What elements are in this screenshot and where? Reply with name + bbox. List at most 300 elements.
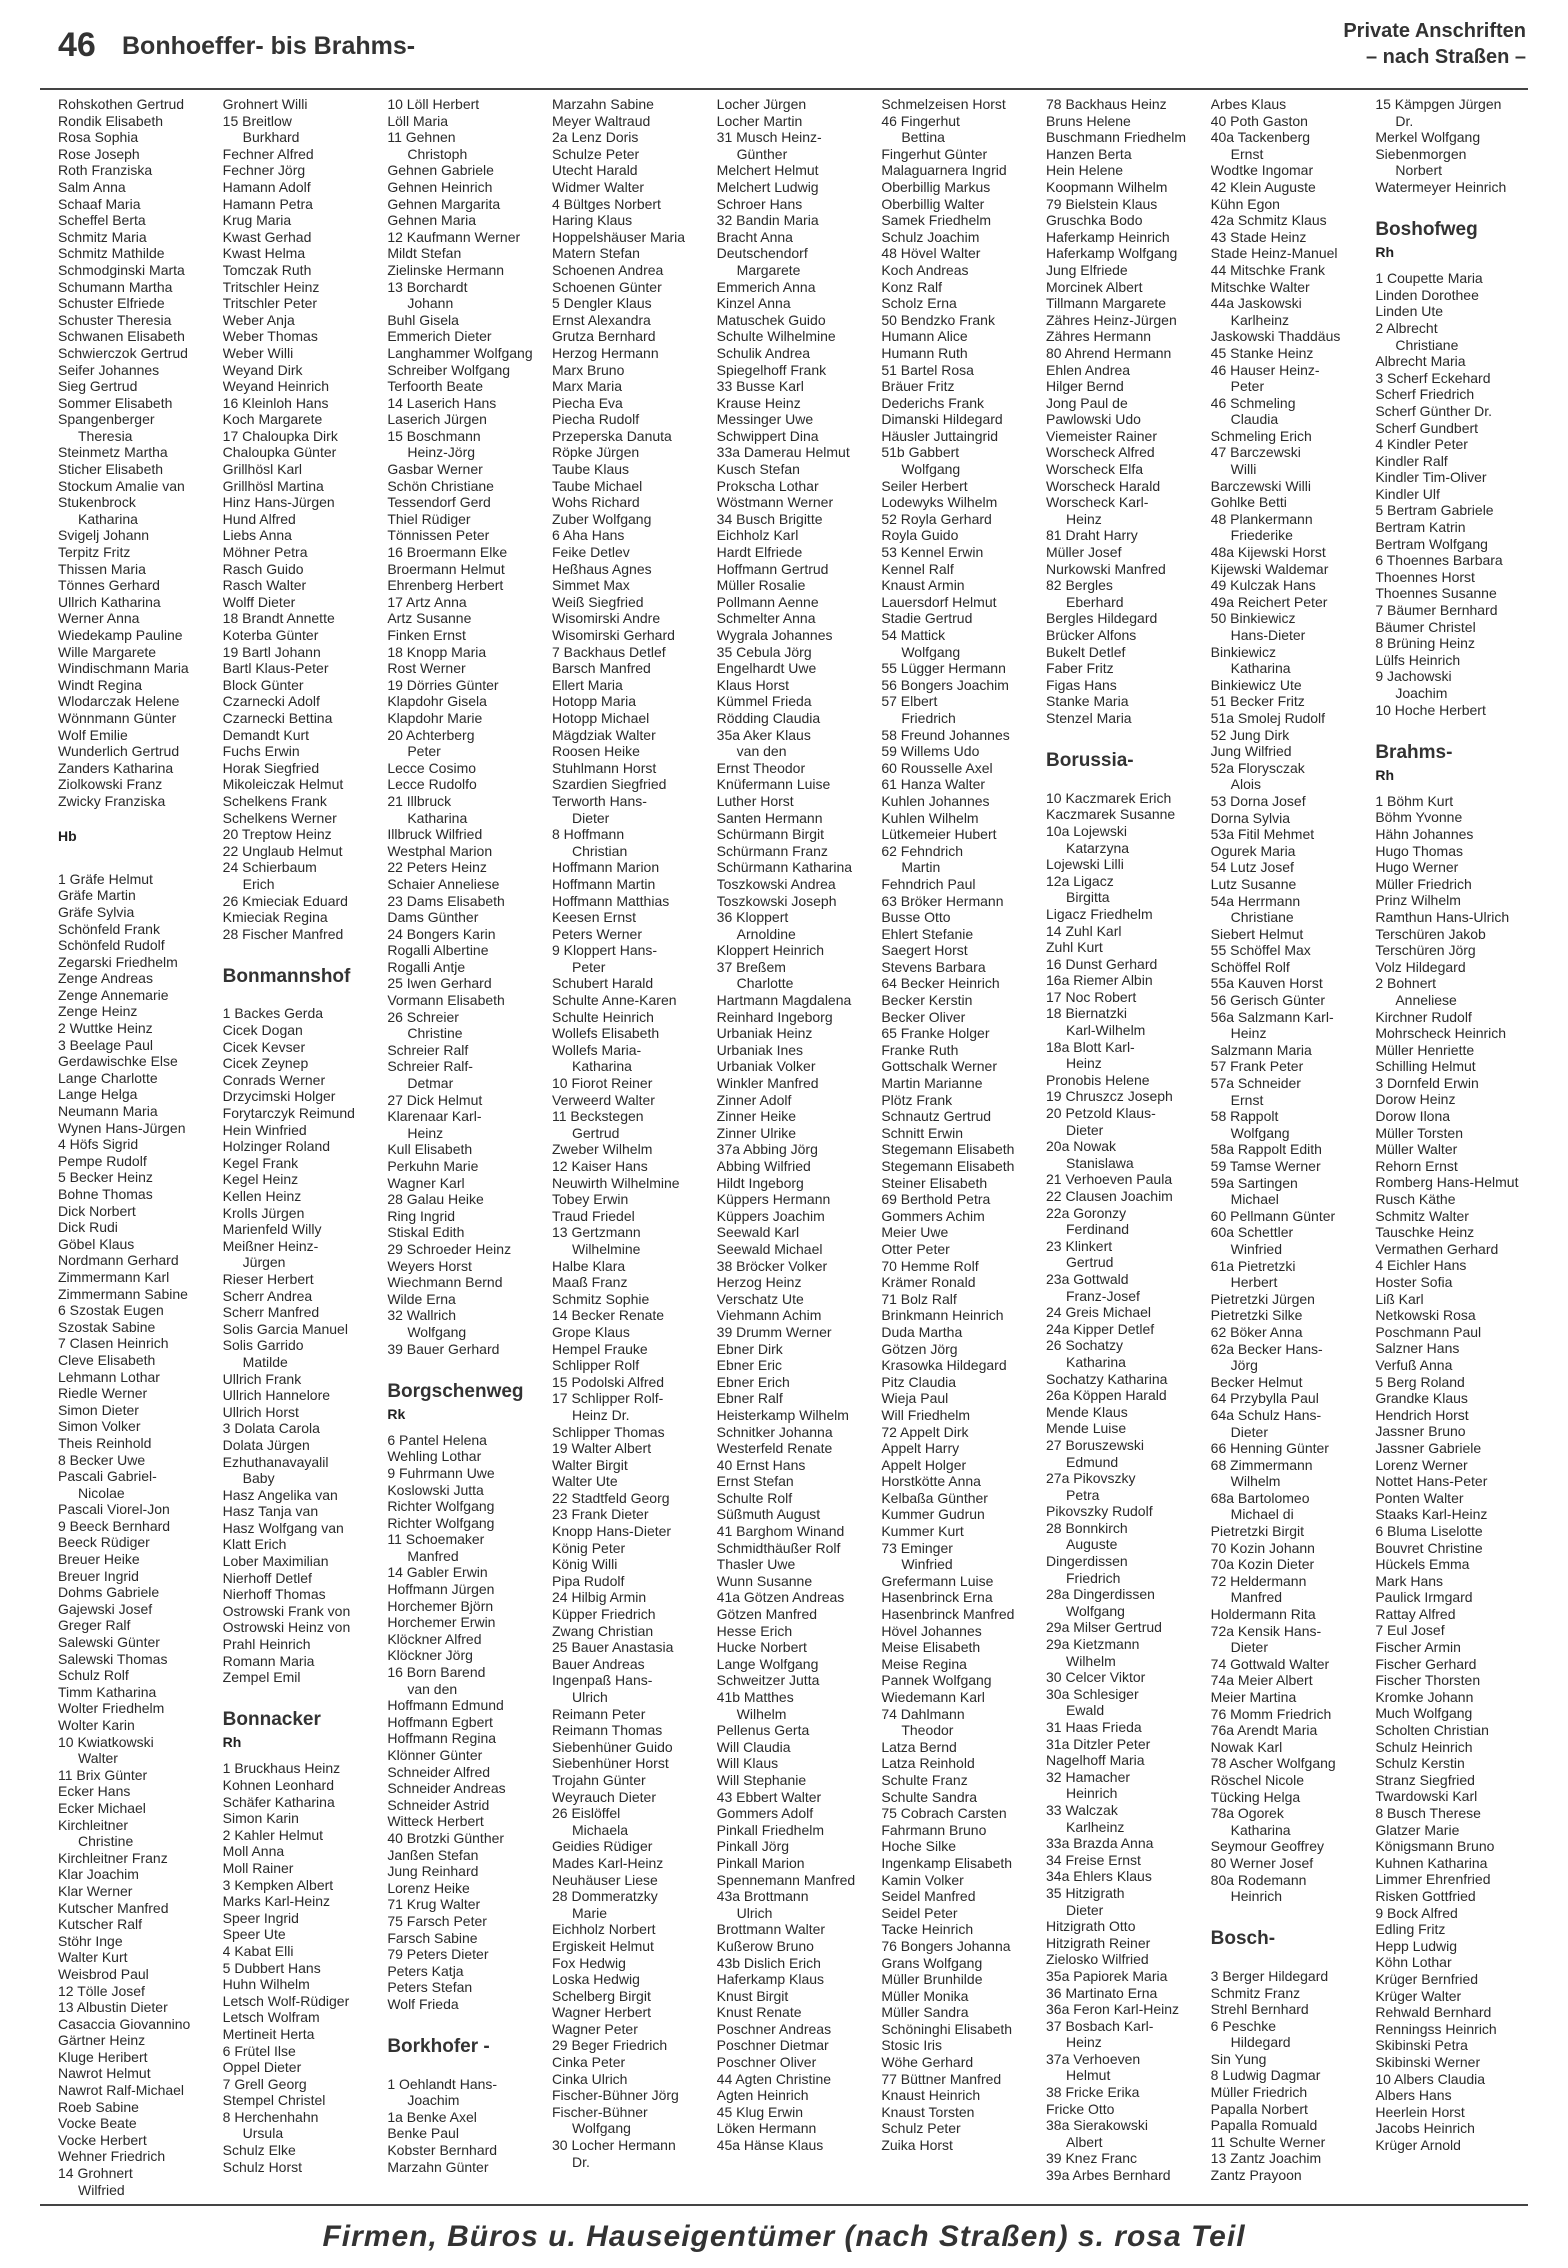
resident-entry: Zwicky Franziska: [58, 792, 166, 809]
resident-entry: 47 Barczewski: [1210, 444, 1301, 461]
resident-entry: Spangenberger: [58, 411, 155, 428]
resident-entry: Hoffmann Gertrud: [716, 560, 829, 577]
resident-entry: Papalla Romuald: [1210, 2117, 1318, 2134]
resident-entry: Wygrala Johannes: [716, 627, 833, 643]
resident-entry: Koopmann Wilhelm: [1046, 178, 1168, 195]
resident-entry: Scholten Christian: [1375, 1722, 1489, 1739]
street-heading: Bonnacker: [222, 1709, 321, 1731]
resident-entry: Schulz Rolf: [58, 1667, 129, 1684]
resident-entry: Liebs Anna: [222, 527, 292, 544]
resident-entry: Heßhaus Agnes: [552, 560, 652, 577]
resident-entry: 54 Mattick: [881, 627, 946, 643]
spacer: [223, 989, 376, 1006]
resident-entry: Rehorn Ernst: [1375, 1157, 1458, 1174]
resident-entry: 28 Bonnkirch: [1046, 1519, 1128, 1536]
resident-entry: Rost Werner: [387, 660, 466, 677]
entry-continuation: Wolfgang: [901, 643, 961, 660]
resident-entry: Simon Dieter: [58, 1401, 139, 1418]
resident-entry: Neuwirth Wilhelmine: [552, 1174, 680, 1191]
resident-entry: Rasch Guido: [222, 560, 304, 577]
resident-entry: 62 Böker Anna: [1210, 1323, 1303, 1340]
resident-entry: 1a Benke Axel: [387, 2108, 477, 2125]
resident-entry: Pietretzki Birgit: [1210, 1523, 1305, 1540]
resident-entry: Zuber Wolfgang: [552, 510, 652, 527]
street-heading: Borkhofer -: [387, 2036, 490, 2058]
resident-entry: Hein Helene: [1046, 162, 1124, 179]
resident-entry: Grans Wolfgang: [881, 1954, 983, 1971]
spacer: [1375, 196, 1528, 213]
entry-continuation: Wolfgang: [407, 1323, 467, 1340]
resident-entry: 6 Pantel Helena: [387, 1431, 487, 1448]
resident-entry: Dorna Sylvia: [1210, 809, 1291, 826]
resident-entry: 36 Martinato Erna: [1046, 1984, 1158, 2001]
resident-entry: Szostak Sabine: [58, 1318, 156, 1335]
resident-entry: 4 Kindler Peter: [1375, 436, 1468, 453]
resident-entry: 2 Wuttke Heinz: [58, 1020, 153, 1037]
resident-entry: Knust Birgit: [716, 1987, 789, 2004]
resident-entry: Scherf Friedrich: [1375, 386, 1475, 403]
resident-entry: Marzahn Günter: [387, 2158, 489, 2175]
resident-entry: 50 Binkiewicz: [1210, 610, 1296, 627]
resident-entry: Dorow Ilona: [1375, 1108, 1451, 1125]
resident-entry: 3 Berger Hildegard: [1210, 1967, 1329, 1984]
resident-entry: Lange Helga: [58, 1086, 138, 1103]
entry-continuation: Martin: [901, 859, 941, 876]
resident-entry: 8 Ludwig Dagmar: [1210, 2067, 1321, 2084]
resident-entry: 26 Sochatzy: [1046, 1337, 1124, 1354]
resident-entry: Dolata Jürgen: [222, 1436, 310, 1453]
resident-entry: Herzog Heinz: [716, 1274, 802, 1291]
resident-entry: Ponten Walter: [1375, 1489, 1464, 1506]
resident-entry: 37 Bosbach Karl-: [1046, 2017, 1154, 2034]
resident-entry: Tomczak Ruth: [222, 261, 312, 278]
resident-entry: Vermathen Gerhard: [1375, 1240, 1499, 1257]
resident-entry: 31 Musch Heinz-: [716, 129, 822, 146]
resident-entry: Marx Maria: [552, 378, 623, 395]
resident-entry: Schnautz Gertrud: [881, 1108, 992, 1125]
resident-entry: 22 Stadtfeld Georg: [552, 1489, 670, 1506]
resident-entry: Hein Winfried: [222, 1121, 307, 1138]
resident-entry: 49 Kulczak Hans: [1210, 577, 1316, 594]
resident-entry: Viemeister Rainer: [1046, 427, 1158, 444]
resident-entry: Salm Anna: [58, 178, 126, 195]
resident-entry: Rusch Käthe: [1375, 1191, 1456, 1208]
resident-entry: Seidel Manfred: [881, 1888, 976, 1905]
resident-entry: Romann Maria: [222, 1652, 315, 1669]
spacer: [223, 942, 376, 959]
resident-entry: 43 Ebbert Walter: [716, 1788, 822, 1805]
resident-entry: Tacke Heinrich: [881, 1921, 974, 1938]
resident-entry: Knaust Heinrich: [881, 2087, 981, 2104]
resident-entry: 56a Salzmann Karl-: [1210, 1008, 1334, 1025]
resident-entry: Möhner Petra: [222, 544, 308, 561]
resident-entry: Zielosko Wilfried: [1046, 1951, 1149, 1968]
resident-entry: Salewski Thomas: [58, 1650, 168, 1667]
entry-continuation: Eberhard: [1066, 593, 1124, 610]
resident-entry: 8 Becker Uwe: [58, 1451, 146, 1468]
resident-entry: Faber Fritz: [1046, 660, 1114, 677]
resident-entry: Schuster Theresia: [58, 311, 172, 328]
resident-entry: Poschner Dietmar: [716, 2037, 829, 2054]
resident-entry: Wöstmann Werner: [716, 494, 834, 511]
resident-entry: 73 Eminger: [881, 1539, 953, 1556]
resident-entry: Wolf Emilie: [58, 726, 128, 743]
resident-entry: Matern Stefan: [552, 245, 640, 262]
entry-continuation: Peter: [572, 958, 606, 975]
resident-entry: Horchemer Erwin: [387, 1614, 496, 1631]
resident-entry: 68 Zimmermann: [1210, 1456, 1313, 1473]
resident-entry: Schuster Elfriede: [58, 295, 165, 312]
resident-entry: 9 Jachowski: [1375, 668, 1452, 685]
resident-entry: Pietretzki Jürgen: [1210, 1290, 1315, 1307]
resident-entry: Eichholz Norbert: [552, 1921, 656, 1938]
resident-entry: Malaguarnera Ingrid: [881, 162, 1007, 179]
resident-entry: 60a Schettler: [1210, 1224, 1294, 1241]
resident-entry: Ezhuthanavayalil: [222, 1453, 329, 1470]
resident-entry: Peters Katja: [387, 1962, 464, 1979]
resident-entry: Hähn Johannes: [1375, 825, 1474, 842]
resident-entry: Schön Christiane: [387, 477, 494, 494]
resident-entry: Maaß Franz: [552, 1274, 628, 1291]
resident-entry: Knaust Armin: [881, 577, 965, 594]
resident-entry: Kelbaßa Günther: [881, 1489, 988, 1506]
resident-entry: 24 Hilbig Armin: [552, 1589, 647, 1606]
resident-entry: Schnitker Johanna: [716, 1423, 833, 1440]
resident-entry: 20 Treptow Heinz: [222, 826, 332, 843]
resident-entry: 20 Petzold Klaus-: [1046, 1105, 1156, 1122]
resident-entry: Zähres Heinz-Jürgen: [1046, 311, 1177, 328]
resident-entry: Kummer Gudrun: [881, 1506, 985, 1523]
resident-entry: Zinner Adolf: [716, 1091, 792, 1108]
resident-entry: Königsmann Bruno: [1375, 1838, 1495, 1855]
resident-entry: Ebner Eric: [716, 1357, 783, 1374]
resident-entry: 6 Peschke: [1210, 2017, 1277, 2034]
entry-continuation: Johann: [407, 295, 454, 312]
resident-entry: Loska Hedwig: [552, 1971, 640, 1988]
resident-entry: Steiner Elisabeth: [881, 1174, 988, 1191]
resident-entry: Conrads Werner: [222, 1071, 326, 1088]
resident-entry: Rehwald Bernhard: [1375, 2004, 1492, 2021]
resident-entry: Tritschler Peter: [222, 295, 318, 312]
resident-entry: 3 Kempken Albert: [222, 1876, 334, 1893]
resident-entry: Thasler Uwe: [716, 1556, 796, 1573]
resident-entry: Schmodginski Marta: [58, 261, 185, 278]
resident-entry: Stadie Gertrud: [881, 610, 973, 627]
resident-entry: Rogalli Albertine: [387, 942, 489, 959]
resident-entry: Ullrich Horst: [222, 1403, 299, 1420]
resident-entry: Linden Dorothee: [1375, 286, 1479, 303]
resident-entry: 51b Gabbert: [881, 444, 960, 461]
resident-entry: Ogurek Maria: [1210, 842, 1296, 859]
resident-entry: Kohnen Leonhard: [222, 1777, 334, 1793]
resident-entry: Tritschler Heinz: [222, 278, 320, 295]
resident-entry: 24 Schierbaum: [222, 859, 317, 876]
resident-entry: Zenge Andreas: [58, 970, 153, 987]
resident-entry: Lehmann Lothar: [58, 1368, 160, 1385]
resident-entry: Hamann Petra: [222, 195, 313, 212]
resident-entry: Latza Reinhold: [881, 1755, 975, 1772]
resident-entry: Marzahn Sabine: [552, 96, 654, 112]
resident-entry: 19 Dörries Günter: [387, 676, 499, 693]
resident-entry: 8 Herchenhahn: [222, 2108, 319, 2125]
resident-entry: Worscheck Karl-: [1046, 494, 1149, 511]
resident-entry: Stuhlmann Horst: [552, 759, 657, 776]
resident-entry: 58a Rappolt Edith: [1210, 1141, 1322, 1158]
resident-entry: 10 Albers Claudia: [1375, 2070, 1486, 2087]
resident-entry: Linden Ute: [1375, 303, 1444, 320]
entry-continuation: Dieter: [1230, 1423, 1269, 1440]
resident-entry: Matuschek Guido: [716, 311, 826, 328]
entry-continuation: Detmar: [407, 1075, 454, 1092]
resident-entry: Kijewski Waldemar: [1210, 560, 1329, 577]
resident-entry: Ebner Erich: [716, 1373, 790, 1390]
resident-entry: Fechner Jörg: [222, 162, 306, 179]
resident-entry: 25 Bauer Anastasia: [552, 1639, 674, 1656]
resident-entry: 14 Becker Renate: [552, 1307, 665, 1324]
entry-continuation: Jürgen: [242, 1254, 286, 1271]
resident-entry: 59a Sartingen: [1210, 1174, 1298, 1191]
spacer: [387, 1357, 540, 1374]
resident-entry: Kwast Gerhad: [222, 228, 312, 245]
resident-entry: Konz Ralf: [881, 278, 943, 295]
resident-entry: Hilger Bernd: [1046, 378, 1124, 395]
resident-entry: Wehner Friedrich: [58, 2148, 166, 2165]
resident-entry: Lange Wolfgang: [716, 1655, 819, 1672]
resident-entry: 28 Galau Heike: [387, 1191, 484, 1208]
resident-entry: 18a Blott Karl-: [1046, 1038, 1135, 1055]
resident-entry: Twardowski Karl: [1375, 1788, 1478, 1805]
resident-entry: Zantz Prayoon: [1210, 2167, 1302, 2184]
resident-entry: 13 Gertzmann: [552, 1224, 641, 1241]
resident-entry: Hotopp Michael: [552, 709, 650, 726]
resident-entry: 51a Smolej Rudolf: [1210, 709, 1326, 726]
resident-entry: Ergiskeit Helmut: [552, 1937, 654, 1954]
resident-entry: Terfoorth Beate: [387, 378, 484, 395]
entry-continuation: Friedrich: [1066, 1569, 1121, 1586]
resident-entry: Tönnes Gerhard: [58, 577, 160, 594]
resident-entry: 55 Schöffel Max: [1210, 942, 1311, 959]
resident-entry: 23 Klinkert: [1046, 1237, 1113, 1254]
resident-entry: Schmidthäußer Rolf: [716, 1539, 841, 1556]
resident-entry: Seiler Herbert: [881, 477, 968, 494]
resident-entry: Kegel Heinz: [222, 1171, 299, 1188]
resident-entry: Emmerich Anna: [716, 278, 816, 295]
resident-entry: Royla Guido: [881, 527, 959, 544]
resident-entry: Siebenmorgen: [1375, 145, 1467, 162]
resident-entry: Krause Heinz: [716, 394, 801, 411]
resident-entry: Bäumer Christel: [1375, 618, 1476, 635]
resident-entry: Forytarczyk Reimund: [222, 1105, 355, 1122]
resident-entry: Pinkall Friedhelm: [716, 1821, 825, 1838]
resident-entry: Schmitz Sophie: [552, 1290, 650, 1307]
resident-entry: 14 Gabler Erwin: [387, 1564, 488, 1581]
resident-entry: 62a Becker Hans-: [1210, 1340, 1323, 1357]
resident-entry: Holdermann Rita: [1210, 1606, 1316, 1623]
resident-entry: 14 Laserich Hans: [387, 394, 497, 411]
entry-continuation: Joachim: [1395, 685, 1448, 701]
resident-entry: Fahrmann Bruno: [881, 1821, 987, 1838]
resident-entry: Ingenkamp Elisabeth: [881, 1854, 1013, 1871]
resident-entry: Kegel Frank: [222, 1154, 299, 1171]
entry-continuation: Karl-Wilhelm: [1066, 1022, 1146, 1039]
resident-entry: Rosa Sophia: [58, 129, 139, 146]
resident-entry: Mertineit Herta: [222, 2025, 315, 2042]
resident-entry: Hasz Tanja van: [222, 1503, 319, 1520]
resident-entry: 7 Grell Georg: [222, 2075, 307, 2092]
resident-entry: Poschmann Paul: [1375, 1323, 1482, 1340]
resident-entry: Schulte Sandra: [881, 1788, 978, 1805]
resident-entry: Steinmetz Martha: [58, 444, 168, 461]
resident-entry: Dingerdissen: [1046, 1553, 1128, 1570]
resident-entry: Renningss Heinrich: [1375, 2020, 1497, 2037]
resident-entry: Hesse Erich: [716, 1622, 793, 1639]
resident-entry: Saegert Horst: [881, 942, 968, 959]
resident-entry: Hoffmann Jürgen: [387, 1581, 495, 1598]
resident-entry: 19 Walter Albert: [552, 1440, 652, 1457]
resident-entry: Bouvret Christine: [1375, 1539, 1483, 1556]
entry-continuation: Wilhelmine: [572, 1240, 641, 1257]
resident-entry: 76 Momm Friedrich: [1210, 1705, 1332, 1722]
resident-entry: 10a Lojewski: [1046, 822, 1127, 839]
resident-entry: Hoffmann Martin: [552, 875, 656, 892]
resident-entry: Ernst Theodor: [716, 759, 806, 776]
resident-entry: Grohnert Willi: [222, 96, 308, 112]
resident-entry: Mende Klaus: [1046, 1403, 1128, 1420]
resident-entry: Wiedekamp Pauline: [58, 627, 183, 643]
resident-entry: Kümmel Frieda: [716, 693, 812, 710]
resident-entry: 1 Bruckhaus Heinz: [222, 1760, 341, 1777]
resident-entry: 40 Brotzki Günther: [387, 1829, 505, 1846]
resident-entry: 16 Kleinloh Hans: [222, 394, 329, 411]
resident-entry: 35a Papiorek Maria: [1046, 1967, 1168, 1984]
resident-entry: Wohs Richard: [552, 494, 640, 511]
resident-entry: Wunderlich Gertrud: [58, 743, 180, 760]
resident-entry: Hövel Johannes: [881, 1622, 982, 1639]
section-label: [1343, 18, 1526, 70]
resident-entry: Schürmann Katharina: [716, 859, 853, 876]
resident-entry: Klapdohr Marie: [387, 709, 483, 726]
resident-entry: Fischer-Bühner Jörg: [552, 2087, 679, 2104]
resident-entry: Reinhard Ingeborg: [716, 1008, 833, 1025]
resident-entry: Klaus Horst: [716, 676, 790, 693]
resident-entry: 61a Pietretzki: [1210, 1257, 1296, 1274]
resident-entry: Schöninghi Elisabeth: [881, 2020, 1013, 2037]
resident-entry: 20 Achterberg: [387, 726, 475, 743]
resident-entry: 39a Arbes Bernhard: [1046, 2167, 1171, 2184]
resident-entry: Terworth Hans-: [552, 792, 647, 809]
street-heading: Bosch-: [1210, 1928, 1276, 1950]
resident-entry: Tönnissen Peter: [387, 527, 490, 544]
resident-entry: 58 Rappolt: [1210, 1108, 1279, 1125]
resident-entry: Jung Elfriede: [1046, 261, 1128, 278]
resident-entry: Reimann Peter: [552, 1705, 646, 1722]
resident-entry: Nordmann Gerhard: [58, 1252, 179, 1269]
resident-entry: Gottschalk Werner: [881, 1058, 997, 1075]
resident-entry: Becker Oliver: [881, 1008, 966, 1025]
resident-entry: Laserich Jürgen: [387, 411, 487, 428]
resident-entry: Schwierczok Gertrud: [58, 344, 188, 361]
resident-entry: 39 Drumm Werner: [716, 1323, 832, 1340]
spacer: [223, 1686, 376, 1703]
resident-entry: Horak Siegfried: [222, 759, 320, 776]
resident-entry: Gasbar Werner: [387, 461, 483, 478]
resident-entry: Toszkowski Andrea: [716, 875, 836, 892]
resident-entry: Wille Margarete: [58, 643, 157, 660]
resident-entry: Horchemer Björn: [387, 1597, 494, 1614]
resident-entry: Dederichs Frank: [881, 394, 985, 411]
resident-entry: Toszkowski Joseph: [716, 892, 837, 909]
resident-entry: Walter Kurt: [58, 1949, 128, 1966]
resident-entry: Löll Maria: [387, 112, 449, 129]
resident-entry: Häusler Juttaingrid: [881, 427, 999, 444]
resident-entry: Brücker Alfons: [1046, 627, 1137, 643]
resident-entry: Süßmuth August: [716, 1506, 821, 1523]
resident-entry: Müller Sandra: [881, 2004, 969, 2021]
resident-entry: Lauersdorf Helmut: [881, 593, 997, 610]
resident-entry: Seidel Peter: [881, 1904, 958, 1921]
resident-entry: Fechner Alfred: [222, 145, 314, 162]
resident-entry: Sommer Elisabeth: [58, 394, 173, 411]
entry-continuation: Ursula: [242, 2125, 284, 2142]
resident-entry: Meyer Waltraud: [552, 112, 651, 129]
resident-entry: Schmeling Erich: [1210, 427, 1312, 444]
resident-entry: König Willi: [552, 1556, 618, 1573]
resident-entry: Wolf Frieda: [387, 1995, 459, 2012]
resident-entry: Wollefs Elisabeth: [552, 1025, 660, 1042]
resident-entry: 35 Hitzigrath: [1046, 1884, 1125, 1901]
resident-entry: Götzen Jörg: [881, 1340, 958, 1357]
resident-entry: Szardien Siegfried: [552, 776, 667, 793]
resident-entry: Greger Ralf: [58, 1617, 131, 1634]
resident-entry: Edling Fritz: [1375, 1921, 1446, 1938]
resident-entry: Gehnen Gabriele: [387, 162, 494, 179]
resident-entry: Krolls Jürgen: [222, 1204, 305, 1221]
resident-entry: Nowak Karl: [1210, 1738, 1283, 1755]
resident-entry: Richter Wolfgang: [387, 1514, 495, 1531]
resident-entry: König Peter: [552, 1539, 626, 1556]
resident-entry: Schwippert Dina: [716, 427, 819, 444]
resident-entry: 63 Bröker Hermann: [881, 892, 1004, 909]
street-heading: Borgschenweg: [387, 1380, 524, 1402]
resident-entry: Kloppert Heinrich: [716, 942, 825, 959]
resident-entry: 74 Gottwald Walter: [1210, 1655, 1330, 1672]
resident-entry: Casaccia Giovannino: [58, 2015, 191, 2032]
resident-entry: Becker Kerstin: [881, 992, 973, 1009]
resident-entry: Simmet Max: [552, 577, 630, 594]
resident-entry: Jassner Gabriele: [1375, 1439, 1482, 1456]
resident-entry: Thoennes Horst: [1375, 568, 1475, 585]
resident-entry: Plötz Frank: [881, 1091, 953, 1108]
entry-continuation: Burkhard: [242, 129, 300, 146]
resident-entry: Geidies Rüdiger: [552, 1838, 653, 1855]
resident-entry: Küppers Joachim: [716, 1207, 825, 1224]
resident-entry: Schmelzeisen Horst: [881, 96, 1006, 112]
resident-entry: Röpke Jürgen: [552, 444, 640, 461]
resident-entry: 3 Scherf Eckehard: [1375, 369, 1491, 386]
resident-entry: Hildt Ingeborg: [716, 1174, 804, 1191]
resident-entry: 61 Hanza Walter: [881, 776, 986, 793]
resident-entry: Reimann Thomas: [552, 1722, 663, 1739]
resident-entry: 1 Gräfe Helmut: [58, 870, 153, 887]
resident-entry: Speer Ute: [222, 1926, 286, 1943]
resident-entry: 10 Kwiatkowski: [58, 1733, 154, 1750]
resident-entry: 51 Bartel Rosa: [881, 361, 974, 378]
resident-entry: Weyand Dirk: [222, 361, 303, 378]
resident-entry: Bracht Anna: [716, 228, 793, 245]
resident-entry: Winkler Manfred: [716, 1075, 819, 1092]
resident-entry: 26 Kmieciak Eduard: [222, 892, 348, 909]
resident-entry: Knust Renate: [716, 2004, 802, 2021]
